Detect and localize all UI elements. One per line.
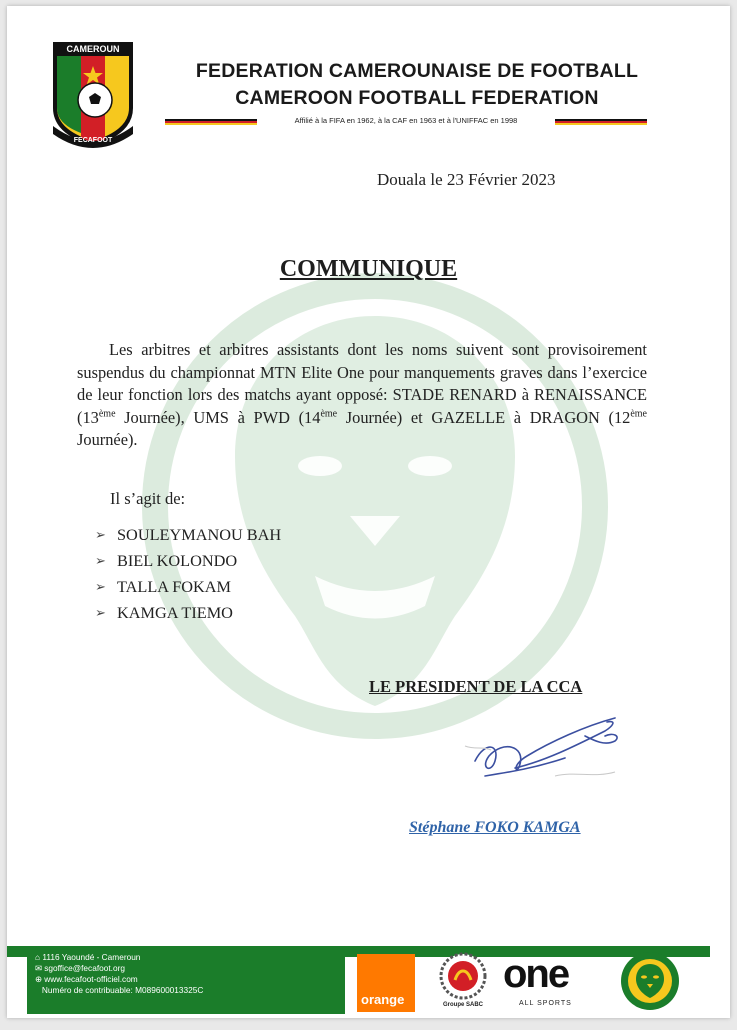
sabc-emblem-icon bbox=[435, 952, 491, 1002]
arrow-bullet-icon: ➢ bbox=[95, 553, 106, 568]
communique-body bbox=[77, 339, 647, 452]
flag-stripe-right bbox=[555, 119, 647, 125]
federation-title bbox=[157, 58, 677, 112]
letter-date: Douala le 23 Février 2023 bbox=[377, 170, 556, 189]
orange-label: orange bbox=[361, 992, 405, 1007]
footer-contact-info bbox=[35, 952, 203, 996]
mail-icon: ✉ bbox=[35, 963, 42, 973]
footer-taxpayer: Numéro de contribuable: M089600013325C bbox=[41, 985, 204, 995]
body-part-1: Les arbitres et arbitres assistants dont les noms suivent sont provisoirement suspendus du championnat MTN Elite One pour manquements graves dans l’exercice de leur fonction lors des matchs ayant opposé: STADE RENARD à RENAISSANCE (13 bbox=[77, 340, 647, 427]
list-item: ➢ KAMGA TIEMO bbox=[95, 603, 233, 622]
one-word: one bbox=[503, 952, 569, 996]
logo-text-top: CAMEROUN bbox=[66, 44, 120, 54]
globe-icon: ⊕ bbox=[35, 974, 42, 984]
body-part-4: Journée). bbox=[77, 430, 138, 449]
arrow-bullet-icon: ➢ bbox=[95, 527, 106, 542]
footer-email[interactable]: sgoffice@fecafoot.org bbox=[44, 963, 125, 973]
communique-page bbox=[7, 6, 730, 1018]
flag-stripe-left bbox=[165, 119, 257, 125]
arrow-bullet-icon: ➢ bbox=[95, 579, 106, 594]
footer bbox=[7, 934, 730, 1018]
handwritten-signature bbox=[455, 706, 635, 796]
body-sup-3: ème bbox=[630, 408, 647, 420]
list-item: ➢ BIEL KOLONDO bbox=[95, 551, 238, 570]
footer-website[interactable]: www.fecafoot-officiel.com bbox=[44, 974, 138, 984]
logo-text-bottom: FECAFOOT bbox=[73, 137, 113, 144]
signatory-title: LE PRESIDENT DE LA CCA bbox=[369, 677, 583, 696]
affiliation-text: Affilié à la FIFA en 1962, à la CAF en 1963 et à l'UNIFFAC en 1998 bbox=[294, 116, 518, 125]
title-english: CAMEROON FOOTBALL FEDERATION bbox=[235, 87, 599, 109]
body-sup-1: ème bbox=[98, 408, 116, 420]
fecafoot-logo bbox=[47, 38, 139, 150]
arrow-bullet-icon: ➢ bbox=[95, 605, 106, 620]
sabc-label: Groupe SABC bbox=[442, 1002, 483, 1008]
one-subtitle: ALL SPORTS bbox=[519, 1000, 572, 1007]
suspended-referees-list bbox=[95, 522, 281, 626]
footer-address: 1116 Yaoundé - Cameroun bbox=[42, 952, 141, 962]
home-icon: ⌂ bbox=[35, 952, 41, 962]
body-part-3: Journée) et GAZELLE à DRAGON (12 bbox=[337, 407, 631, 427]
body-part-2: Journée), UMS à PWD (14 bbox=[115, 407, 321, 427]
orange-sponsor-logo bbox=[357, 954, 415, 1012]
signatory-name: Stéphane FOKO KAMGA bbox=[409, 819, 581, 836]
one-allsports-logo bbox=[499, 952, 609, 1014]
body-sup-2: ème bbox=[320, 408, 338, 420]
title-french: FEDERATION CAMEROUNAISE DE FOOTBALL bbox=[195, 60, 639, 82]
sabc-sponsor-logo bbox=[435, 952, 491, 1014]
lion-emblem-icon bbox=[619, 950, 681, 1012]
list-item: ➢ SOULEYMANOU BAH bbox=[95, 525, 282, 544]
list-item: ➢ TALLA FOKAM bbox=[95, 577, 232, 596]
communique-heading: COMMUNIQUE bbox=[279, 256, 458, 282]
names-intro: Il s’agit de: bbox=[110, 489, 186, 508]
